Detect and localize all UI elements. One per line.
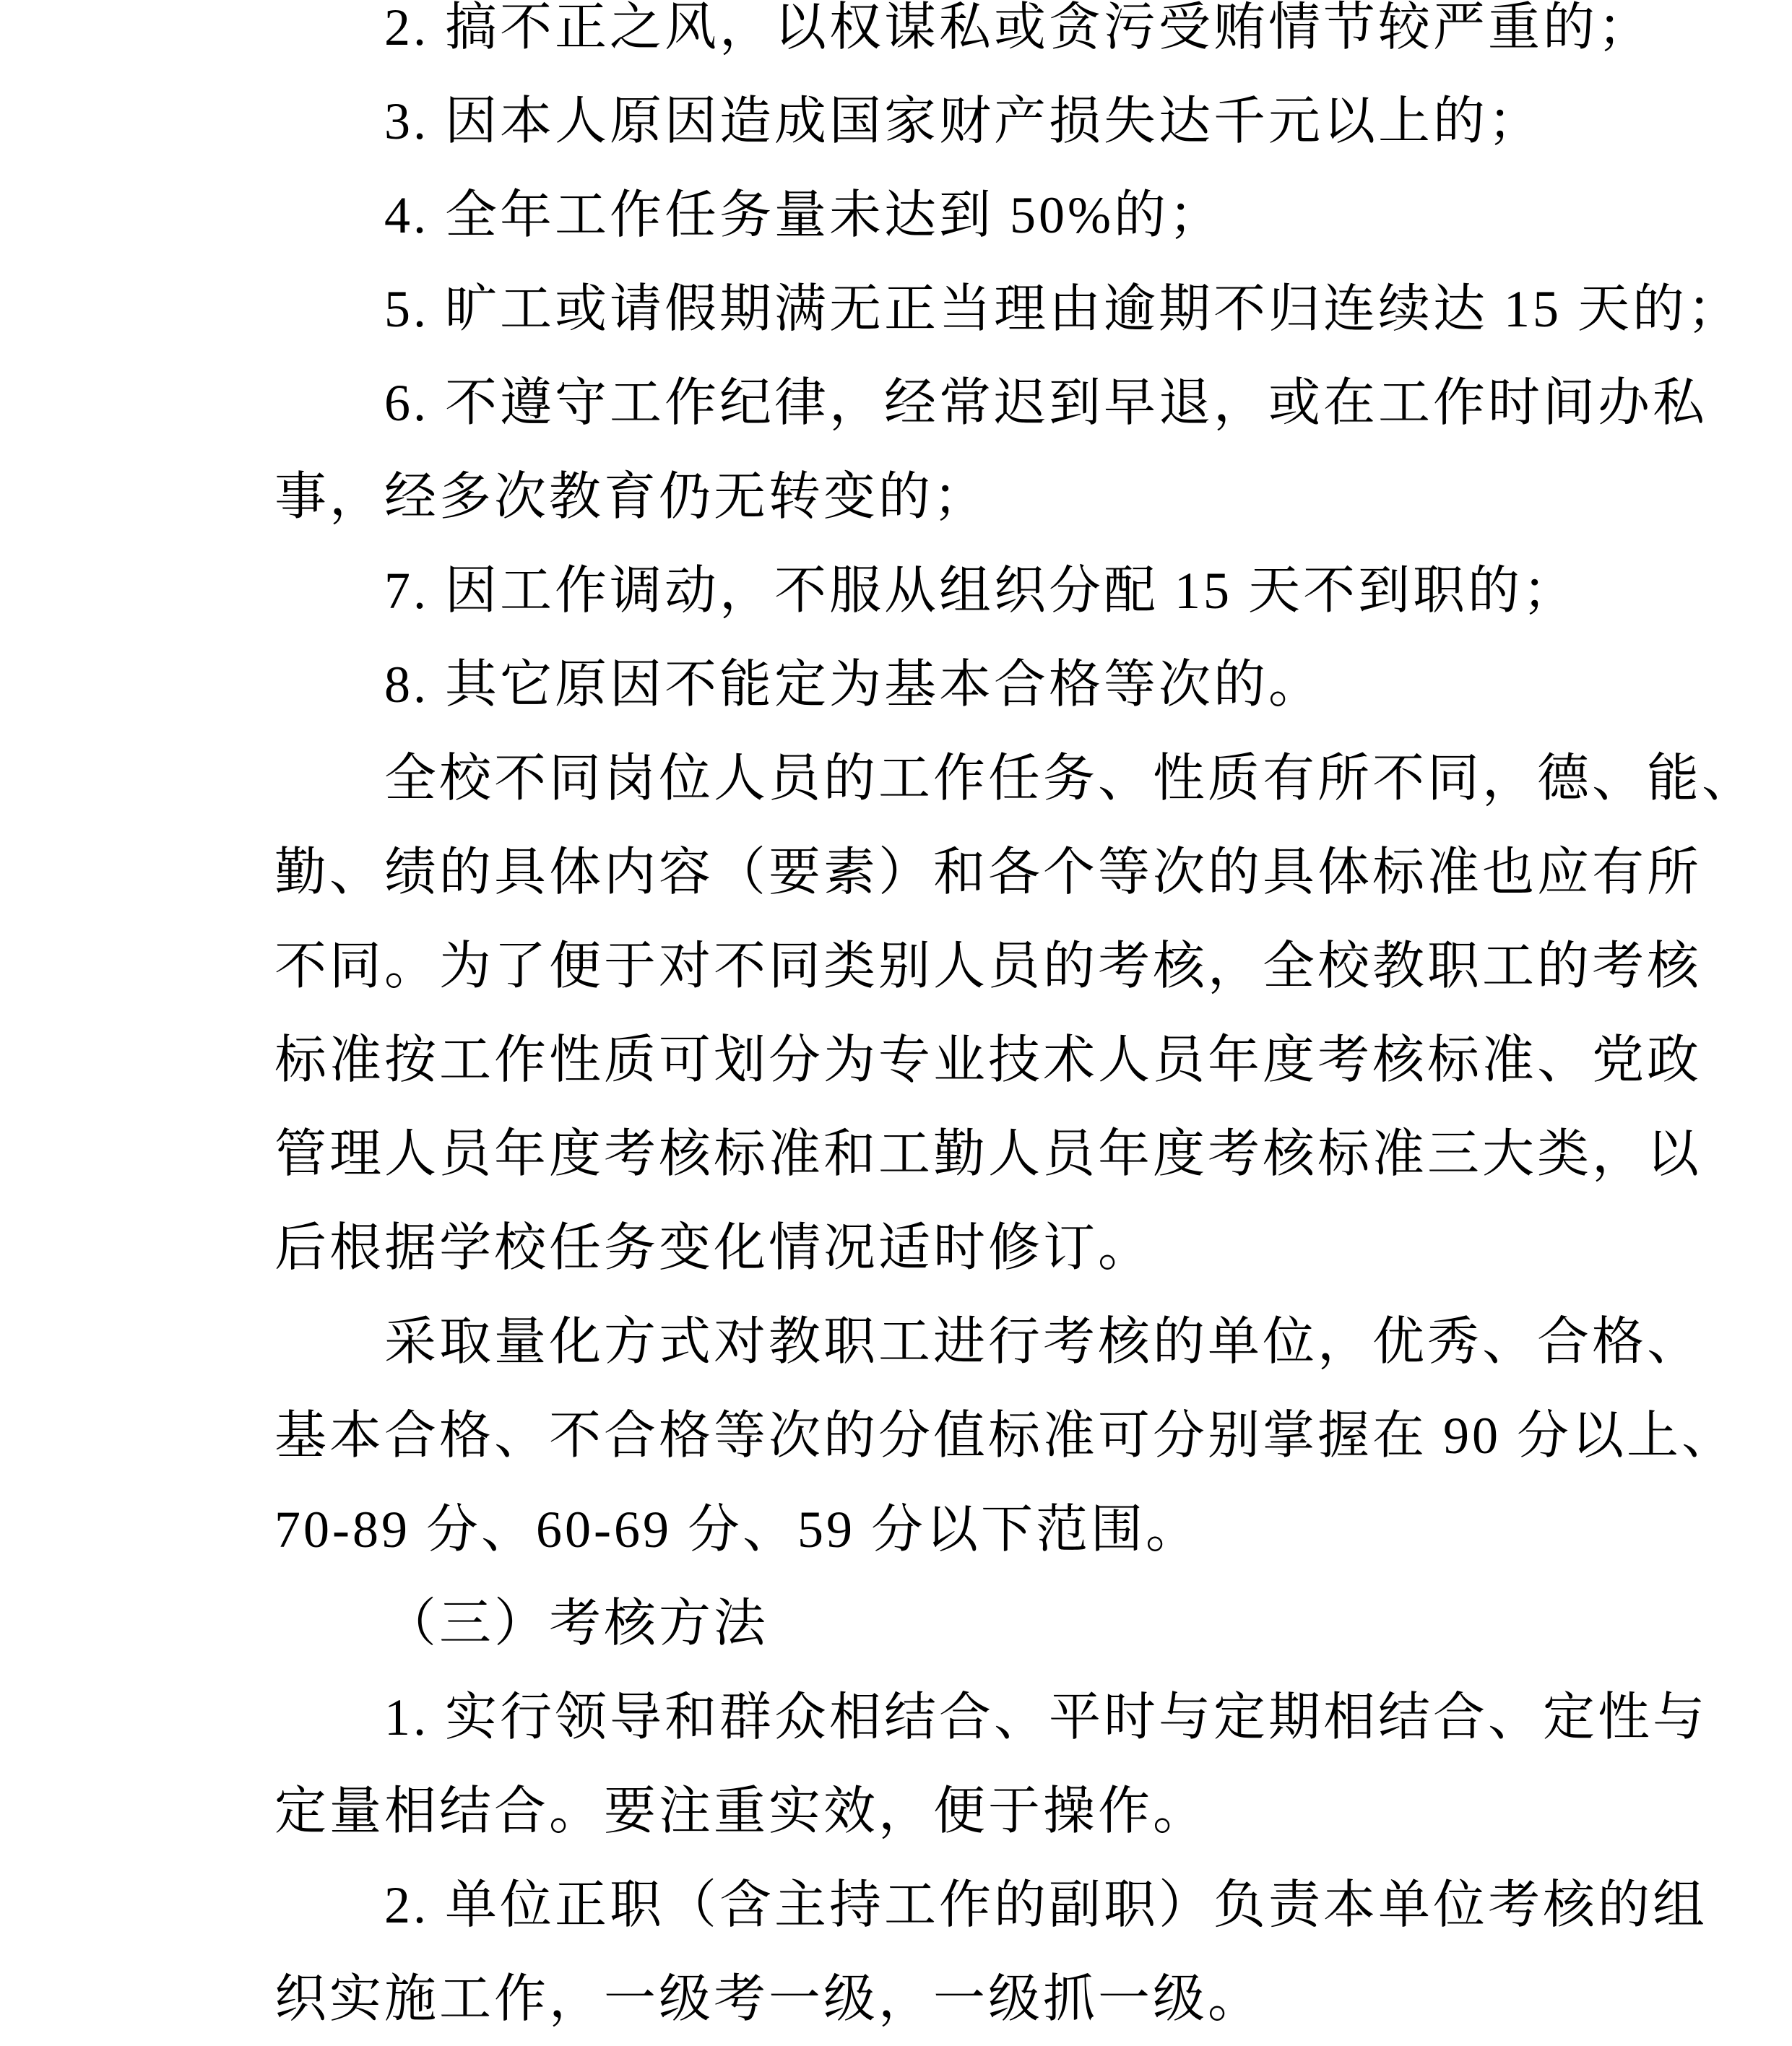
text-line: 不同。为了便于对不同类别人员的考核，全校教职工的考核 [274,937,1702,995]
text-line: 勤、绩的具体内容（要素）和各个等次的具体标准也应有所 [274,844,1702,901]
text-line: 采取量化方式对教职工进行考核的单位，优秀、合格、 [384,1313,1702,1371]
text-line: 基本合格、不合格等次的分值标准可分别掌握在 90 分以上、 [274,1407,1737,1465]
text-line: 1. 实行领导和群众相结合、平时与定期相结合、定性与 [384,1689,1708,1746]
text-line: 定量相结合。要注重实效，便于操作。 [274,1782,1208,1840]
text-line: 70-89 分、60-69 分、59 分以下范围。 [274,1501,1200,1559]
text-line: 事，经多次教育仍无转变的； [274,468,989,526]
text-line: 全校不同岗位人员的工作任务、性质有所不同，德、能、 [384,750,1757,807]
text-line: 7. 因工作调动，不服从组织分配 15 天不到职的； [384,562,1578,620]
text-line: （三）考核方法 [384,1595,769,1652]
text-line: 后根据学校任务变化情况适时修订。 [274,1219,1153,1277]
text-line: 6. 不遵守工作纪律，经常迟到早退，或在工作时间办私 [384,374,1708,432]
text-line: 4. 全年工作任务量未达到 50%的； [384,186,1224,244]
text-line: 2. 搞不正之风，以权谋私或贪污受贿情节较严重的； [384,0,1653,56]
text-line: 织实施工作，一级考一级，一级抓一级。 [274,1970,1263,2028]
text-line: 管理人员年度考核标准和工勤人员年度考核标准三大类，以 [274,1125,1702,1183]
text-line: 2. 单位正职（含主持工作的副职）负责本单位考核的组 [384,1876,1708,1934]
text-line: 5. 旷工或请假期满无正当理由逾期不归连续达 15 天的； [384,280,1743,338]
text-line: 8. 其它原因不能定为基本合格等次的。 [384,656,1324,714]
text-line: 3. 因本人原因造成国家财产损失达千元以上的； [384,92,1544,150]
document-body [274,0,1757,2046]
text-line: 标准按工作性质可划分为专业技术人员年度考核标准、党政 [274,1031,1702,1089]
